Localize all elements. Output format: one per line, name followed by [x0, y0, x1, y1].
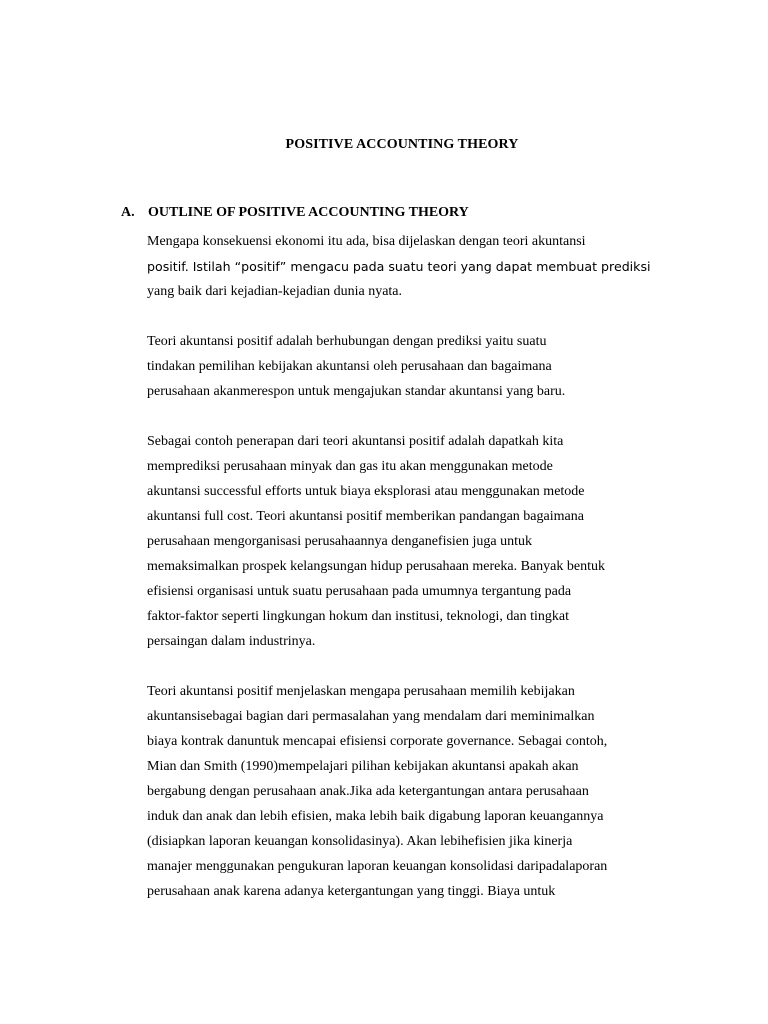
section-heading-text: OUTLINE OF POSITIVE ACCOUNTING THEORY: [148, 205, 469, 220]
text-line: faktor-faktor seperti lingkungan hokum dan institusi, teknologi, dan tingkat: [147, 609, 569, 624]
paragraph-1: [147, 229, 667, 304]
text-line: akuntansi successful efforts untuk biaya eksplorasi atau menggunakan metode: [147, 484, 585, 499]
text-line: induk dan anak dan lebih efisien, maka lebih baik digabung laporan keuangannya: [147, 809, 604, 824]
text-line: Mengapa konsekuensi ekonomi itu ada, bisa dijelaskan dengan teori akuntansi: [147, 234, 586, 249]
text-line: memaksimalkan prospek kelangsungan hidup perusahaan mereka. Banyak bentuk: [147, 559, 605, 574]
text-line: perusahaan akanmerespon untuk mengajukan standar akuntansi yang baru.: [147, 384, 566, 399]
text-line: efisiensi organisasi untuk suatu perusahaan pada umumnya tergantung pada: [147, 584, 572, 599]
text-line: akuntansisebagai bagian dari permasalahan yang mendalam dari meminimalkan: [147, 709, 595, 724]
text-line: tindakan pemilihan kebijakan akuntansi oleh perusahaan dan bagaimana: [147, 359, 552, 374]
body-text: [147, 229, 667, 904]
text-line: Mian dan Smith (1990)mempelajari pilihan kebijakan akuntansi apakah akan: [147, 759, 579, 774]
paragraph-3: [147, 429, 667, 654]
text-line: bergabung dengan perusahaan anak.Jika ada ketergantungan antara perusahaan: [147, 784, 589, 799]
text-line: Teori akuntansi positif menjelaskan mengapa perusahaan memilih kebijakan: [147, 684, 575, 699]
text-line: persaingan dalam industrinya.: [147, 634, 316, 649]
paragraph-2: [147, 329, 667, 404]
section-heading: [121, 205, 469, 221]
text-line: yang baik dari kejadian-kejadian dunia nyata.: [147, 284, 403, 299]
text-line: perusahaan mengorganisasi perusahaannya denganefisien juga untuk: [147, 534, 532, 549]
text-line: positif. Istilah “positif” mengacu pada suatu teori yang dapat membuat prediksi: [147, 259, 651, 274]
text-line: (disiapkan laporan keuangan konsolidasinya). Akan lebihefisien jika kinerja: [147, 834, 573, 849]
document-title: POSITIVE ACCOUNTING THEORY: [285, 137, 519, 152]
text-line: biaya kontrak danuntuk mencapai efisiensi corporate governance. Sebagai contoh,: [147, 734, 608, 749]
text-line: perusahaan anak karena adanya ketergantungan yang tinggi. Biaya untuk: [147, 884, 556, 899]
section-letter: A.: [121, 205, 135, 220]
text-line: akuntansi full cost. Teori akuntansi positif memberikan pandangan bagaimana: [147, 509, 584, 524]
text-line: manajer menggunakan pengukuran laporan keuangan konsolidasi daripadalaporan: [147, 859, 608, 874]
text-line: memprediksi perusahaan minyak dan gas itu akan menggunakan metode: [147, 459, 553, 474]
text-line: Teori akuntansi positif adalah berhubungan dengan prediksi yaitu suatu: [147, 334, 547, 349]
text-line: Sebagai contoh penerapan dari teori akuntansi positif adalah dapatkah kita: [147, 434, 564, 449]
paragraph-4: [147, 679, 667, 904]
